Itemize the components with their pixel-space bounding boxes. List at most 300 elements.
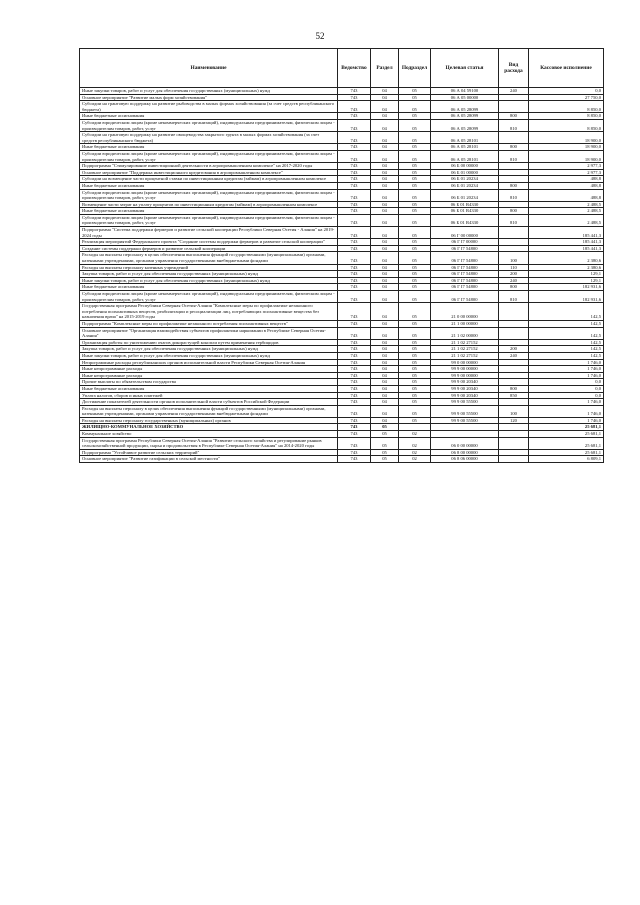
row-podrazdel: 05 (399, 346, 431, 353)
row-target-article (431, 431, 499, 438)
row-podrazdel: 05 (399, 101, 431, 113)
row-name: Субсидии на грантовую поддержку на развитие рыбоводства в малых формах хозяйствования (за счет средств республиканского бюджета) (80, 101, 338, 113)
row-podrazdel: 05 (399, 144, 431, 151)
row-vedomstvo: 743 (338, 208, 371, 215)
row-expense-type: 850 (499, 392, 529, 399)
row-podrazdel: 05 (399, 176, 431, 183)
row-razdel: 04 (371, 245, 399, 252)
row-podrazdel: 05 (399, 385, 431, 392)
row-podrazdel: 05 (399, 277, 431, 284)
row-cash-execution: 8 850,0 (529, 119, 604, 131)
row-cash-execution: 142,5 (529, 303, 604, 321)
row-vedomstvo: 743 (338, 277, 371, 284)
row-name: Государственная программа Республики Северная Осетия-Алания "Комплексные меры по профилактике незаконного потребления психоактивных веществ, реабилитации и ресоциализации лиц, потребляющих психоактивные вещества без назначения врача" на 2015-2019 годы (80, 303, 338, 321)
row-vedomstvo: 743 (338, 366, 371, 373)
row-name: Иные закупки товаров, работ и услуг для обеспечения государственных (муниципальных) нужд (80, 352, 338, 359)
row-cash-execution: 2 488,5 (529, 214, 604, 226)
row-vedomstvo: 743 (338, 189, 371, 201)
row-name: Иные закупки товаров, работ и услуг для обеспечения государственных (муниципальных) нужд (80, 88, 338, 95)
row-name: Основное мероприятие "Развитие газификации в сельской местности" (80, 456, 338, 463)
table-row (80, 437, 604, 449)
row-expense-type (499, 431, 529, 438)
row-cash-execution: 18 900,0 (529, 150, 604, 162)
row-podrazdel: 05 (399, 417, 431, 424)
row-expense-type (499, 320, 529, 327)
row-expense-type: 810 (499, 189, 529, 201)
row-name: ЖИЛИЩНО-КОММУНАЛЬНОЕ ХОЗЯЙСТВО (80, 424, 338, 431)
row-podrazdel: 05 (399, 94, 431, 101)
row-podrazdel: 05 (399, 379, 431, 386)
row-podrazdel: 05 (399, 163, 431, 170)
row-expense-type (499, 399, 529, 406)
row-vedomstvo: 743 (338, 385, 371, 392)
row-podrazdel: 05 (399, 169, 431, 176)
row-expense-type: 120 (499, 417, 529, 424)
table-row (80, 176, 604, 183)
row-cash-execution: 182 931,6 (529, 291, 604, 303)
row-cash-execution: 142,5 (529, 346, 604, 353)
table-row (80, 144, 604, 151)
row-vedomstvo: 743 (338, 214, 371, 226)
row-podrazdel: 05 (399, 252, 431, 264)
table-row (80, 132, 604, 144)
row-name: Иные непрограммные расходы (80, 366, 338, 373)
row-target-article: 06 Г I7 54800 (431, 264, 499, 271)
row-razdel: 04 (371, 291, 399, 303)
row-target-article: 06 А 05 28101 (431, 144, 499, 151)
row-podrazdel: 05 (399, 88, 431, 95)
row-podrazdel: 05 (399, 201, 431, 208)
row-vedomstvo: 743 (338, 163, 371, 170)
row-target-article: 21 1 00 00000 (431, 320, 499, 327)
table-row (80, 385, 604, 392)
row-name: Основное мероприятие "Развитие малых форм хозяйствования" (80, 94, 338, 101)
row-razdel: 04 (371, 132, 399, 144)
row-cash-execution: 1 746,0 (529, 417, 604, 424)
row-razdel: 04 (371, 113, 399, 120)
row-razdel: 05 (371, 456, 399, 463)
row-name: Иные бюджетные ассигнования (80, 208, 338, 215)
row-vedomstvo: 743 (338, 437, 371, 449)
row-expense-type: 800 (499, 182, 529, 189)
table-row (80, 264, 604, 271)
table-row (80, 303, 604, 321)
row-cash-execution: 0,0 (529, 392, 604, 399)
row-expense-type: 810 (499, 119, 529, 131)
row-target-article: 06 8 00 00000 (431, 449, 499, 456)
table-row (80, 327, 604, 339)
row-razdel: 04 (371, 399, 399, 406)
row-cash-execution: 1 746,0 (529, 399, 604, 406)
table-header-row (80, 49, 604, 88)
header-razdel: Раздел (371, 49, 399, 88)
row-podrazdel: 05 (399, 239, 431, 246)
budget-table (79, 48, 604, 463)
row-razdel: 04 (371, 339, 399, 346)
row-razdel: 04 (371, 271, 399, 278)
row-cash-execution: 18 900,0 (529, 144, 604, 151)
row-podrazdel (399, 424, 431, 431)
row-target-article: 06 Б 01 20234 (431, 176, 499, 183)
header-name: Наименование (80, 49, 338, 88)
row-target-article: 99 9 00 00000 (431, 366, 499, 373)
table-row (80, 346, 604, 353)
table-row (80, 405, 604, 417)
row-podrazdel: 05 (399, 227, 431, 239)
row-name: Иные бюджетные ассигнования (80, 113, 338, 120)
row-razdel: 04 (371, 201, 399, 208)
row-name: Прочие выплаты по обязательствам государства (80, 379, 338, 386)
row-cash-execution: 0,0 (529, 379, 604, 386)
row-name: Организация работы по уничтожению очагов дикорастущей конопли путем применения гербицидов (80, 339, 338, 346)
row-podrazdel: 05 (399, 245, 431, 252)
row-cash-execution: 182 931,6 (529, 284, 604, 291)
row-razdel: 04 (371, 169, 399, 176)
row-podrazdel: 05 (399, 113, 431, 120)
row-expense-type (499, 424, 529, 431)
row-vedomstvo: 743 (338, 176, 371, 183)
row-vedomstvo: 743 (338, 449, 371, 456)
row-vedomstvo: 743 (338, 245, 371, 252)
table-row (80, 284, 604, 291)
row-razdel: 04 (371, 94, 399, 101)
row-name: Расходы на выплаты персоналу в целях обеспечения выполнения функций государственными (муниципальными) органами, казенными учреждениями, органами управления государственными внебюджетными фондами (80, 252, 338, 264)
row-cash-execution: 185 441,3 (529, 239, 604, 246)
row-name: Реализация мероприятий Федерального проекта "Создание системы поддержки фермеров и развитие сельской кооперации" (80, 239, 338, 246)
row-target-article: 99 9 00 55500 (431, 405, 499, 417)
row-target-article: 06 Б 01 00000 (431, 169, 499, 176)
row-name: Закупка товаров, работ и услуг для обеспечения государственных (муниципальных) нужд (80, 346, 338, 353)
row-expense-type: 200 (499, 271, 529, 278)
row-cash-execution: 25 681,1 (529, 437, 604, 449)
row-vedomstvo: 743 (338, 339, 371, 346)
row-razdel: 04 (371, 352, 399, 359)
table-row (80, 392, 604, 399)
row-target-article: 06 Г I7 54800 (431, 271, 499, 278)
row-razdel: 04 (371, 144, 399, 151)
row-cash-execution: 1 746,0 (529, 405, 604, 417)
row-razdel: 04 (371, 163, 399, 170)
row-razdel: 04 (371, 417, 399, 424)
row-expense-type (499, 169, 529, 176)
row-podrazdel: 05 (399, 405, 431, 417)
row-vedomstvo: 743 (338, 227, 371, 239)
row-vedomstvo: 743 (338, 392, 371, 399)
row-razdel: 04 (371, 379, 399, 386)
row-name: Субсидии юридическим лицам (кроме некоммерческих организаций), индивидуальным предпринимателям, физическим лицам - производителям товаров, работ, услуг (80, 119, 338, 131)
row-name: Коммунальное хозяйство (80, 431, 338, 438)
row-razdel: 04 (371, 101, 399, 113)
row-podrazdel: 05 (399, 284, 431, 291)
row-name: Достижение показателей деятельности органов исполнительной власти субъектов Российской Федерации (80, 399, 338, 406)
table-row (80, 119, 604, 131)
row-expense-type: 240 (499, 352, 529, 359)
row-vedomstvo: 743 (338, 150, 371, 162)
row-vedomstvo: 743 (338, 352, 371, 359)
row-razdel: 05 (371, 424, 399, 431)
row-target-article: 06 Г I7 54800 (431, 245, 499, 252)
row-podrazdel: 05 (399, 339, 431, 346)
row-vedomstvo: 743 (338, 372, 371, 379)
row-cash-execution: 2 380,6 (529, 264, 604, 271)
table-row (80, 417, 604, 424)
table-row (80, 366, 604, 373)
row-cash-execution: 185 441,3 (529, 245, 604, 252)
row-target-article: 99 9 00 20340 (431, 392, 499, 399)
table-row (80, 271, 604, 278)
row-name: Уплата налогов, сборов и иных платежей (80, 392, 338, 399)
header-target-article: Целевая статья (431, 49, 499, 88)
row-name: Субсидии юридическим лицам (кроме некоммерческих организаций), индивидуальным предпринимателям, физическим лицам - производителям товаров, работ, услуг (80, 291, 338, 303)
row-cash-execution: 27 750,0 (529, 94, 604, 101)
row-vedomstvo: 743 (338, 101, 371, 113)
row-podrazdel: 05 (399, 271, 431, 278)
table-row (80, 239, 604, 246)
row-razdel: 05 (371, 449, 399, 456)
table-row (80, 189, 604, 201)
row-vedomstvo: 743 (338, 291, 371, 303)
row-razdel: 04 (371, 392, 399, 399)
row-vedomstvo: 743 (338, 424, 371, 431)
row-name: Субсидии юридическим лицам (кроме некоммерческих организаций), индивидуальным предпринимателям, физическим лицам - производителям товаров, работ, услуг (80, 189, 338, 201)
row-expense-type (499, 437, 529, 449)
row-expense-type (499, 239, 529, 246)
row-vedomstvo: 743 (338, 399, 371, 406)
row-name: Подпрограмма "Устойчивое развитие сельских территорий" (80, 449, 338, 456)
row-razdel: 04 (371, 264, 399, 271)
row-vedomstvo: 743 (338, 94, 371, 101)
row-vedomstvo: 743 (338, 271, 371, 278)
row-expense-type: 110 (499, 264, 529, 271)
row-expense-type (499, 132, 529, 144)
row-name: Иные бюджетные ассигнования (80, 144, 338, 151)
row-cash-execution: 129,1 (529, 271, 604, 278)
row-target-article (431, 424, 499, 431)
row-expense-type (499, 339, 529, 346)
row-razdel: 04 (371, 239, 399, 246)
row-name: Субсидии юридическим лицам (кроме некоммерческих организаций), индивидуальным предпринимателям, физическим лицам - производителям товаров, работ, услуг (80, 214, 338, 226)
row-podrazdel: 05 (399, 352, 431, 359)
table-row (80, 372, 604, 379)
row-target-article: 99 9 00 55500 (431, 417, 499, 424)
row-vedomstvo: 743 (338, 182, 371, 189)
row-cash-execution: 2 488,5 (529, 208, 604, 215)
row-target-article: 06 А 05 28101 (431, 150, 499, 162)
row-target-article: 06 А 05 28101 (431, 132, 499, 144)
row-razdel: 05 (371, 431, 399, 438)
row-expense-type (499, 372, 529, 379)
row-expense-type: 800 (499, 284, 529, 291)
row-podrazdel: 05 (399, 264, 431, 271)
row-expense-type: 800 (499, 144, 529, 151)
row-vedomstvo: 743 (338, 264, 371, 271)
table-row (80, 449, 604, 456)
row-expense-type: 800 (499, 113, 529, 120)
table-row (80, 424, 604, 431)
row-name: Создание системы поддержки фермеров и развитие сельской кооперации (80, 245, 338, 252)
row-vedomstvo: 743 (338, 132, 371, 144)
row-expense-type: 200 (499, 346, 529, 353)
row-name: Субсидии на возмещение части процентной ставки по инвестиционным кредитам (займам) в агропромышленном комплексе (80, 176, 338, 183)
row-vedomstvo: 743 (338, 239, 371, 246)
row-cash-execution: 18 900,0 (529, 132, 604, 144)
row-cash-execution: 129,1 (529, 277, 604, 284)
row-cash-execution: 142,5 (529, 352, 604, 359)
row-razdel: 04 (371, 359, 399, 366)
row-name: Субсидии юридическим лицам (кроме некоммерческих организаций), индивидуальным предпринимателям, физическим лицам - производителям товаров, работ, услуг (80, 150, 338, 162)
row-vedomstvo: 743 (338, 144, 371, 151)
row-razdel: 04 (371, 303, 399, 321)
row-razdel: 04 (371, 385, 399, 392)
row-name: Расходы на выплаты персоналу в целях обеспечения выполнения функций государственными (муниципальными) органами, казенными учреждениями, органами управления государственными внебюджетными фондами (80, 405, 338, 417)
row-podrazdel: 05 (399, 327, 431, 339)
table-row (80, 456, 604, 463)
row-razdel: 04 (371, 277, 399, 284)
row-podrazdel: 05 (399, 182, 431, 189)
row-target-article: 06 Г I7 54800 (431, 252, 499, 264)
table-row (80, 399, 604, 406)
row-target-article: 06 Б 01 R4330 (431, 208, 499, 215)
row-podrazdel: 02 (399, 437, 431, 449)
row-name: Иные непрограммные расходы (80, 372, 338, 379)
row-podrazdel: 02 (399, 456, 431, 463)
table-row (80, 201, 604, 208)
row-razdel: 04 (371, 189, 399, 201)
row-name: Непрограммные расходы республиканских органов исполнительной власти Республики Северная Осетия-Алания (80, 359, 338, 366)
row-target-article: 06 Г I7 54800 (431, 277, 499, 284)
row-target-article: 06 Б 01 R4330 (431, 214, 499, 226)
row-target-article: 21 1 02 27152 (431, 339, 499, 346)
row-target-article: 06 А 04 59100 (431, 88, 499, 95)
table-row (80, 352, 604, 359)
row-expense-type (499, 101, 529, 113)
row-cash-execution: 25 681,1 (529, 431, 604, 438)
row-expense-type: 800 (499, 385, 529, 392)
row-razdel: 04 (371, 182, 399, 189)
row-cash-execution: 0,0 (529, 385, 604, 392)
row-expense-type: 810 (499, 291, 529, 303)
row-target-article: 21 1 02 27152 (431, 352, 499, 359)
table-row (80, 379, 604, 386)
header-vedomstvo: Ведомство (338, 49, 371, 88)
table-row (80, 227, 604, 239)
row-razdel: 04 (371, 252, 399, 264)
row-vedomstvo: 743 (338, 88, 371, 95)
row-vedomstvo: 743 (338, 379, 371, 386)
row-podrazdel: 05 (399, 208, 431, 215)
row-vedomstvo: 743 (338, 417, 371, 424)
row-target-article: 06 Г I7 54800 (431, 291, 499, 303)
row-cash-execution: 488,8 (529, 182, 604, 189)
row-expense-type (499, 227, 529, 239)
row-razdel: 04 (371, 372, 399, 379)
row-cash-execution: 142,5 (529, 327, 604, 339)
row-podrazdel: 05 (399, 399, 431, 406)
row-razdel: 04 (371, 366, 399, 373)
table-row (80, 208, 604, 215)
row-target-article: 99 9 00 55500 (431, 399, 499, 406)
table-row (80, 277, 604, 284)
row-podrazdel: 05 (399, 132, 431, 144)
row-target-article: 06 Г I7 00000 (431, 239, 499, 246)
row-name: Расходы на выплаты персоналу казенных учреждений (80, 264, 338, 271)
row-vedomstvo: 743 (338, 431, 371, 438)
row-target-article: 06 А 05 28099 (431, 119, 499, 131)
header-expense-type: Вид расхода (499, 49, 529, 88)
row-name: Основное мероприятие "Организация взаимодействия субъектов профилактики наркомании в Республике Северная Осетия-Алания" (80, 327, 338, 339)
row-cash-execution: 2 380,6 (529, 252, 604, 264)
page-number: 52 (315, 31, 325, 41)
row-razdel: 04 (371, 214, 399, 226)
table-row (80, 291, 604, 303)
row-podrazdel: 05 (399, 359, 431, 366)
row-expense-type (499, 327, 529, 339)
row-name: Субсидии на грантовую поддержку на развитие овощеводства закрытого грунта в малых формах хозяйствования (за счет средств республиканского бюджета) (80, 132, 338, 144)
row-expense-type (499, 176, 529, 183)
row-vedomstvo: 743 (338, 303, 371, 321)
table-row (80, 101, 604, 113)
row-expense-type (499, 379, 529, 386)
header-cash-execution: Кассовое исполнение (529, 49, 604, 88)
table-row (80, 214, 604, 226)
row-razdel: 04 (371, 327, 399, 339)
row-vedomstvo: 743 (338, 252, 371, 264)
row-expense-type (499, 449, 529, 456)
row-vedomstvo: 743 (338, 359, 371, 366)
row-cash-execution: 488,8 (529, 176, 604, 183)
row-cash-execution: 2 977,3 (529, 169, 604, 176)
row-target-article: 21 1 02 27152 (431, 346, 499, 353)
row-vedomstvo: 743 (338, 405, 371, 417)
row-podrazdel: 05 (399, 303, 431, 321)
row-podrazdel: 05 (399, 119, 431, 131)
row-vedomstvo: 743 (338, 201, 371, 208)
row-expense-type: 800 (499, 208, 529, 215)
row-target-article: 06 Б 01 20234 (431, 182, 499, 189)
table-row (80, 252, 604, 264)
row-target-article: 99 9 00 20340 (431, 385, 499, 392)
row-cash-execution: 2 488,5 (529, 201, 604, 208)
row-name: Расходы на выплаты персоналу государственных (муниципальных) органов (80, 417, 338, 424)
header-podrazdel: Подраздел (399, 49, 431, 88)
row-vedomstvo: 743 (338, 327, 371, 339)
row-expense-type (499, 456, 529, 463)
row-podrazdel: 02 (399, 431, 431, 438)
row-name: Подпрограмма "Стимулирование инвестиционной деятельности в агропромышленном комплексе" на 2017-2020 годы (80, 163, 338, 170)
row-cash-execution: 0,0 (529, 88, 604, 95)
row-target-article: 06 А 05 00000 (431, 94, 499, 101)
table-row (80, 113, 604, 120)
table-row (80, 94, 604, 101)
row-expense-type: 100 (499, 252, 529, 264)
table-row (80, 431, 604, 438)
row-cash-execution: 8 850,0 (529, 113, 604, 120)
row-podrazdel: 05 (399, 291, 431, 303)
row-name: Государственная программа Республики Северная Осетия-Алания "Развитие сельского хозяйства и регулирование рынков сельскохозяйственной продукции, сырья и продовольствия в Республике Северная Осетия-Алания" на 2014-2020 годы (80, 437, 338, 449)
row-vedomstvo: 743 (338, 320, 371, 327)
row-target-article: 21 1 02 00000 (431, 327, 499, 339)
row-target-article: 06 А 05 28099 (431, 101, 499, 113)
row-expense-type (499, 366, 529, 373)
row-cash-execution: 488,8 (529, 189, 604, 201)
row-expense-type (499, 303, 529, 321)
row-razdel: 04 (371, 88, 399, 95)
row-vedomstvo: 743 (338, 284, 371, 291)
row-razdel: 04 (371, 150, 399, 162)
table-row (80, 339, 604, 346)
row-name: Иные бюджетные ассигнования (80, 284, 338, 291)
row-vedomstvo: 743 (338, 456, 371, 463)
